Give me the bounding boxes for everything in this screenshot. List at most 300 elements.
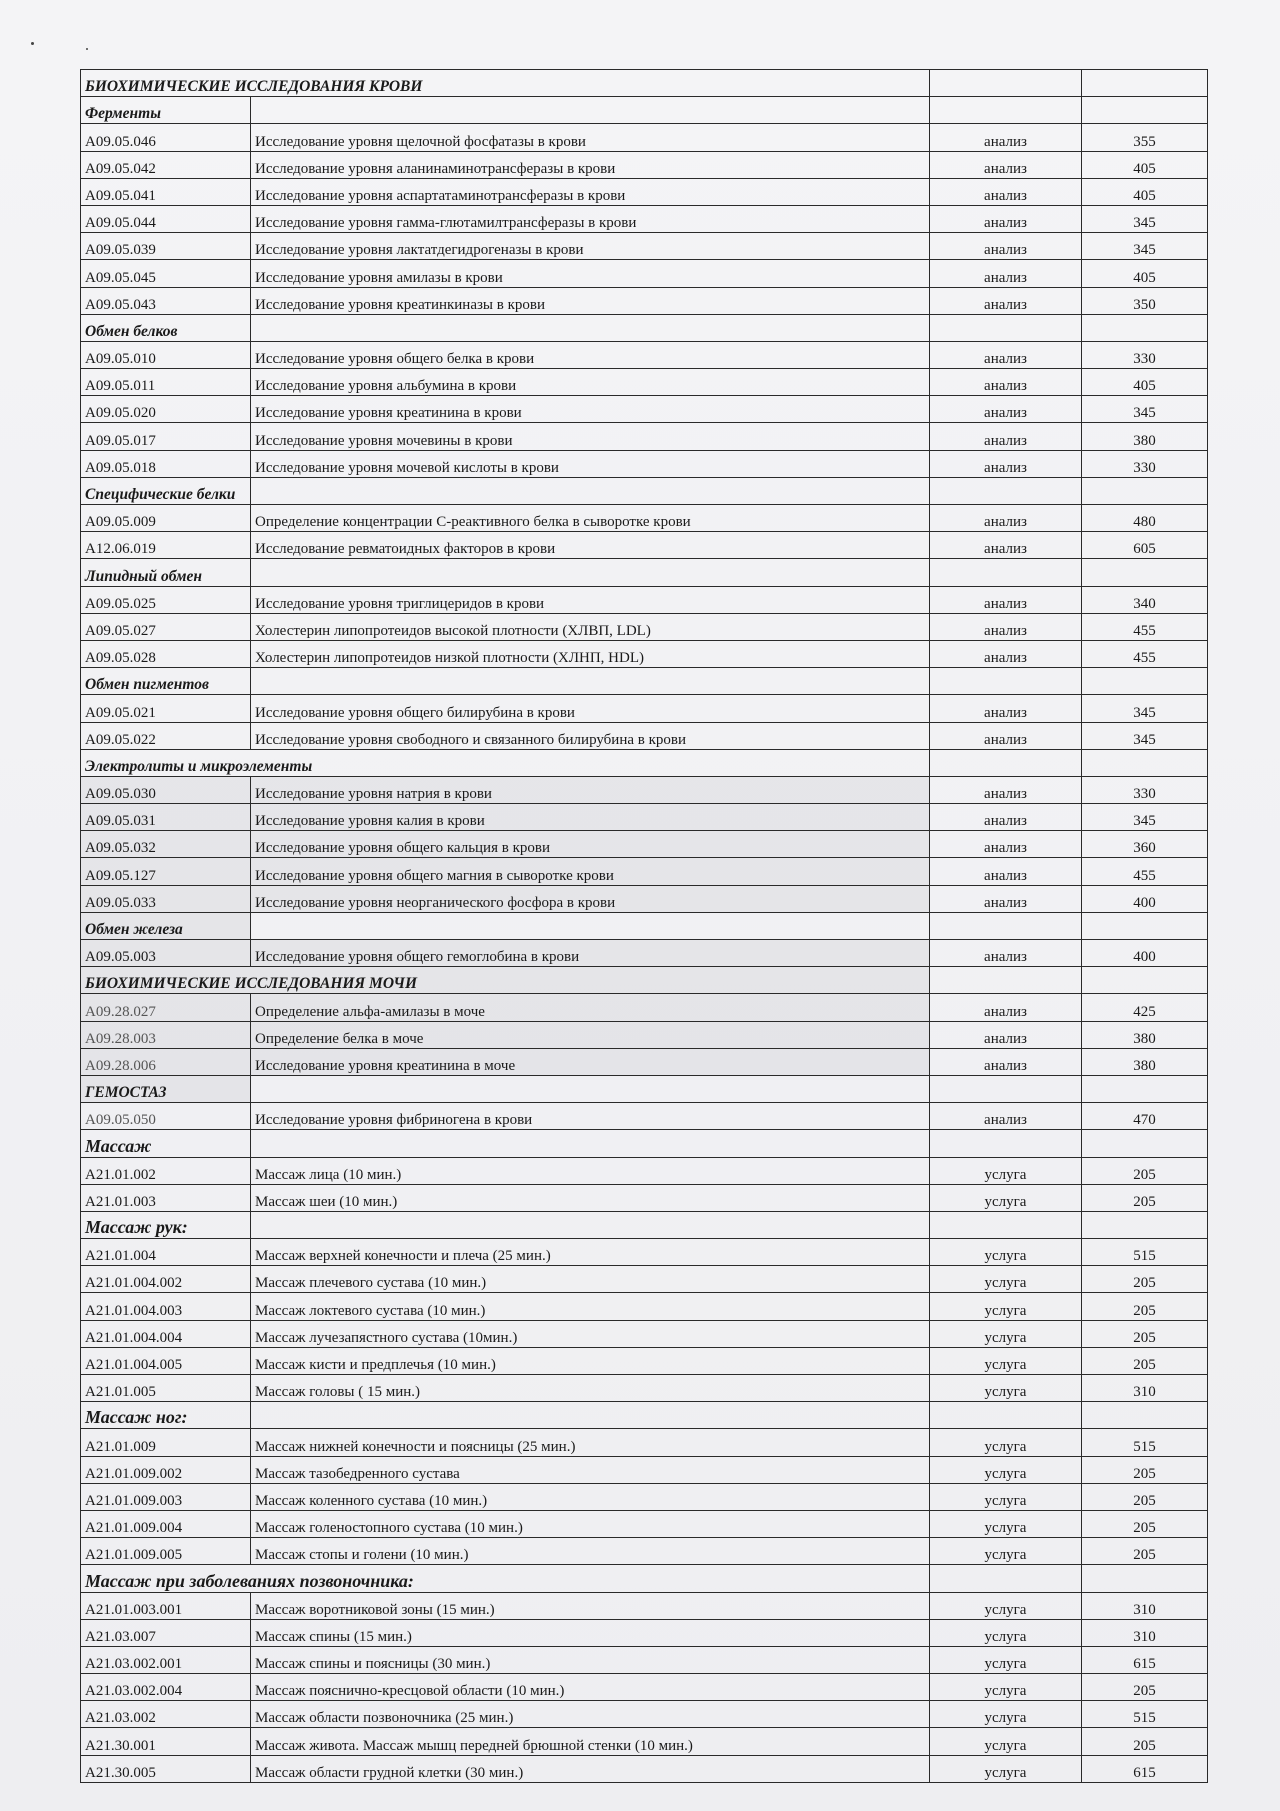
service-row xyxy=(81,1239,1208,1266)
service-row xyxy=(81,1048,1208,1075)
service-code: A21.01.009.003 xyxy=(81,1483,251,1510)
service-price: 350 xyxy=(1082,287,1208,314)
empty-cell xyxy=(1082,967,1208,994)
service-price: 405 xyxy=(1082,369,1208,396)
service-price: 310 xyxy=(1082,1375,1208,1402)
service-price: 515 xyxy=(1082,1429,1208,1456)
service-unit: анализ xyxy=(930,532,1082,559)
service-price: 400 xyxy=(1082,885,1208,912)
service-price: 345 xyxy=(1082,722,1208,749)
service-name: Массаж пояснично-кресцовой области (10 мин.) xyxy=(251,1674,930,1701)
service-unit: анализ xyxy=(930,1048,1082,1075)
service-unit: анализ xyxy=(930,341,1082,368)
service-code: A09.05.039 xyxy=(81,233,251,260)
service-price: 205 xyxy=(1082,1184,1208,1211)
service-code: A21.03.007 xyxy=(81,1619,251,1646)
service-price: 380 xyxy=(1082,1048,1208,1075)
service-name: Определение белка в моче xyxy=(251,1021,930,1048)
service-name: Массаж тазобедренного сустава xyxy=(251,1456,930,1483)
empty-cell xyxy=(930,668,1082,695)
service-price: 455 xyxy=(1082,640,1208,667)
empty-cell xyxy=(251,1130,930,1157)
service-code: A09.05.021 xyxy=(81,695,251,722)
empty-cell xyxy=(930,1565,1082,1592)
service-price: 345 xyxy=(1082,396,1208,423)
group-title: Обмен железа xyxy=(81,912,251,939)
service-row xyxy=(81,586,1208,613)
empty-cell xyxy=(1082,1565,1208,1592)
service-unit: услуга xyxy=(930,1674,1082,1701)
service-price: 205 xyxy=(1082,1347,1208,1374)
service-code: A09.28.006 xyxy=(81,1048,251,1075)
service-price: 470 xyxy=(1082,1103,1208,1130)
service-row xyxy=(81,1456,1208,1483)
service-unit: анализ xyxy=(930,1021,1082,1048)
empty-cell xyxy=(1082,912,1208,939)
service-row xyxy=(81,1510,1208,1537)
empty-cell xyxy=(1082,1211,1208,1238)
service-name: Исследование уровня калия в крови xyxy=(251,804,930,831)
service-name: Исследование уровня аспартатаминотрансферазы в крови xyxy=(251,178,930,205)
service-row xyxy=(81,423,1208,450)
service-unit: услуга xyxy=(930,1347,1082,1374)
service-unit: услуга xyxy=(930,1157,1082,1184)
service-name: Массаж области грудной клетки (30 мин.) xyxy=(251,1755,930,1782)
service-unit: анализ xyxy=(930,178,1082,205)
service-code: A09.05.003 xyxy=(81,940,251,967)
service-row xyxy=(81,1375,1208,1402)
service-code: A21.03.002 xyxy=(81,1701,251,1728)
service-name: Определение альфа-амилазы в моче xyxy=(251,994,930,1021)
empty-cell xyxy=(251,1075,930,1102)
scan-speck xyxy=(31,42,34,45)
service-price: 380 xyxy=(1082,423,1208,450)
section-header-row xyxy=(81,749,1208,776)
service-name: Исследование уровня лактатдегидрогеназы в крови xyxy=(251,233,930,260)
section-header-row xyxy=(81,1565,1208,1592)
service-name: Массаж лучезапястного сустава (10мин.) xyxy=(251,1320,930,1347)
service-row xyxy=(81,1538,1208,1565)
service-code: A09.05.031 xyxy=(81,804,251,831)
empty-cell xyxy=(1082,1075,1208,1102)
group-header-row xyxy=(81,314,1208,341)
empty-cell xyxy=(1082,70,1208,97)
service-price: 425 xyxy=(1082,994,1208,1021)
service-unit: анализ xyxy=(930,423,1082,450)
empty-cell xyxy=(930,97,1082,124)
group-title: Массаж xyxy=(81,1130,251,1157)
service-name: Массаж шеи (10 мин.) xyxy=(251,1184,930,1211)
service-row xyxy=(81,341,1208,368)
service-code: A21.30.005 xyxy=(81,1755,251,1782)
service-code: A09.05.027 xyxy=(81,613,251,640)
empty-cell xyxy=(1082,477,1208,504)
service-price: 205 xyxy=(1082,1538,1208,1565)
service-unit: услуга xyxy=(930,1429,1082,1456)
empty-cell xyxy=(251,668,930,695)
service-row xyxy=(81,124,1208,151)
service-price: 400 xyxy=(1082,940,1208,967)
service-code: A21.01.002 xyxy=(81,1157,251,1184)
service-code: A21.01.004 xyxy=(81,1239,251,1266)
service-unit: услуга xyxy=(930,1510,1082,1537)
service-price: 515 xyxy=(1082,1239,1208,1266)
service-code: A12.06.019 xyxy=(81,532,251,559)
service-price: 615 xyxy=(1082,1646,1208,1673)
section-title: Массаж при заболеваниях позвоночника: xyxy=(81,1565,930,1592)
service-code: A09.05.025 xyxy=(81,586,251,613)
group-header-row xyxy=(81,668,1208,695)
service-price: 345 xyxy=(1082,804,1208,831)
service-row xyxy=(81,1021,1208,1048)
service-unit: услуга xyxy=(930,1701,1082,1728)
service-row xyxy=(81,260,1208,287)
service-price: 205 xyxy=(1082,1483,1208,1510)
service-name: Массаж головы ( 15 мин.) xyxy=(251,1375,930,1402)
service-code: A09.05.042 xyxy=(81,151,251,178)
group-title: ГЕМОСТАЗ xyxy=(81,1075,251,1102)
service-code: A09.05.028 xyxy=(81,640,251,667)
service-name: Исследование уровня общего белка в крови xyxy=(251,341,930,368)
service-row xyxy=(81,1701,1208,1728)
service-row xyxy=(81,1755,1208,1782)
service-row xyxy=(81,940,1208,967)
group-title: Обмен белков xyxy=(81,314,251,341)
empty-cell xyxy=(251,477,930,504)
empty-cell xyxy=(930,314,1082,341)
service-unit: анализ xyxy=(930,151,1082,178)
empty-cell xyxy=(1082,668,1208,695)
service-name: Исследование уровня неорганического фосфора в крови xyxy=(251,885,930,912)
empty-cell xyxy=(930,912,1082,939)
service-price: 615 xyxy=(1082,1755,1208,1782)
service-price: 340 xyxy=(1082,586,1208,613)
service-unit: анализ xyxy=(930,505,1082,532)
service-row xyxy=(81,1293,1208,1320)
service-price: 405 xyxy=(1082,260,1208,287)
price-list-table xyxy=(80,69,1208,1783)
service-code: A09.05.032 xyxy=(81,831,251,858)
service-name: Исследование уровня общего кальция в крови xyxy=(251,831,930,858)
service-price: 205 xyxy=(1082,1674,1208,1701)
empty-cell xyxy=(930,1402,1082,1429)
service-unit: анализ xyxy=(930,287,1082,314)
service-name: Массаж стопы и голени (10 мин.) xyxy=(251,1538,930,1565)
empty-cell xyxy=(251,1211,930,1238)
service-row xyxy=(81,1347,1208,1374)
service-row xyxy=(81,1619,1208,1646)
service-row xyxy=(81,1103,1208,1130)
empty-cell xyxy=(1082,559,1208,586)
service-unit: услуга xyxy=(930,1755,1082,1782)
service-code: A09.05.017 xyxy=(81,423,251,450)
service-unit: анализ xyxy=(930,233,1082,260)
service-code: A09.05.050 xyxy=(81,1103,251,1130)
service-unit: услуга xyxy=(930,1320,1082,1347)
service-name: Массаж плечевого сустава (10 мин.) xyxy=(251,1266,930,1293)
service-code: A21.01.009.004 xyxy=(81,1510,251,1537)
service-name: Массаж спины и поясницы (30 мин.) xyxy=(251,1646,930,1673)
service-code: A09.28.003 xyxy=(81,1021,251,1048)
service-row xyxy=(81,640,1208,667)
service-row xyxy=(81,151,1208,178)
section-title: БИОХИМИЧЕСКИЕ ИССЛЕДОВАНИЯ КРОВИ xyxy=(81,70,930,97)
service-row xyxy=(81,532,1208,559)
service-row xyxy=(81,450,1208,477)
service-price: 205 xyxy=(1082,1456,1208,1483)
service-name: Исследование уровня аланинаминотрансферазы в крови xyxy=(251,151,930,178)
service-name: Массаж кисти и предплечья (10 мин.) xyxy=(251,1347,930,1374)
service-unit: анализ xyxy=(930,369,1082,396)
service-code: A09.28.027 xyxy=(81,994,251,1021)
service-price: 330 xyxy=(1082,450,1208,477)
service-code: A09.05.020 xyxy=(81,396,251,423)
service-unit: услуга xyxy=(930,1538,1082,1565)
section-header-row xyxy=(81,967,1208,994)
service-unit: услуга xyxy=(930,1483,1082,1510)
service-unit: анализ xyxy=(930,885,1082,912)
empty-cell xyxy=(251,1402,930,1429)
service-name: Исследование уровня креатинина в крови xyxy=(251,396,930,423)
empty-cell xyxy=(1082,314,1208,341)
service-name: Исследование уровня альбумина в крови xyxy=(251,369,930,396)
service-price: 205 xyxy=(1082,1728,1208,1755)
service-name: Массаж области позвоночника (25 мин.) xyxy=(251,1701,930,1728)
section-header-row xyxy=(81,70,1208,97)
empty-cell xyxy=(251,912,930,939)
service-row xyxy=(81,1592,1208,1619)
service-name: Исследование уровня креатинина в моче xyxy=(251,1048,930,1075)
service-code: A09.05.009 xyxy=(81,505,251,532)
group-header-row xyxy=(81,559,1208,586)
service-unit: анализ xyxy=(930,804,1082,831)
service-name: Исследование уровня амилазы в крови xyxy=(251,260,930,287)
service-row xyxy=(81,776,1208,803)
service-price: 405 xyxy=(1082,178,1208,205)
service-code: A21.01.004.004 xyxy=(81,1320,251,1347)
empty-cell xyxy=(930,70,1082,97)
service-price: 345 xyxy=(1082,233,1208,260)
service-name: Исследование уровня свободного и связанного билирубина в крови xyxy=(251,722,930,749)
service-price: 515 xyxy=(1082,1701,1208,1728)
service-price: 345 xyxy=(1082,695,1208,722)
service-price: 330 xyxy=(1082,341,1208,368)
service-unit: анализ xyxy=(930,586,1082,613)
service-name: Исследование уровня общего билирубина в крови xyxy=(251,695,930,722)
service-unit: услуга xyxy=(930,1266,1082,1293)
service-unit: анализ xyxy=(930,776,1082,803)
service-unit: услуга xyxy=(930,1592,1082,1619)
service-price: 455 xyxy=(1082,858,1208,885)
service-price: 205 xyxy=(1082,1157,1208,1184)
service-name: Массаж нижней конечности и поясницы (25 мин.) xyxy=(251,1429,930,1456)
service-code: A09.05.045 xyxy=(81,260,251,287)
service-code: A09.05.033 xyxy=(81,885,251,912)
service-code: A21.30.001 xyxy=(81,1728,251,1755)
section-title: Электролиты и микроэлементы xyxy=(81,749,930,776)
service-unit: анализ xyxy=(930,205,1082,232)
service-name: Исследование уровня натрия в крови xyxy=(251,776,930,803)
service-row xyxy=(81,505,1208,532)
empty-cell xyxy=(930,477,1082,504)
service-code: A09.05.044 xyxy=(81,205,251,232)
service-price: 355 xyxy=(1082,124,1208,151)
service-code: A21.01.004.005 xyxy=(81,1347,251,1374)
service-name: Исследование ревматоидных факторов в крови xyxy=(251,532,930,559)
service-unit: анализ xyxy=(930,640,1082,667)
group-title: Специфические белки xyxy=(81,477,251,504)
service-unit: анализ xyxy=(930,722,1082,749)
service-name: Массаж верхней конечности и плеча (25 мин.) xyxy=(251,1239,930,1266)
service-unit: анализ xyxy=(930,124,1082,151)
group-title: Массаж рук: xyxy=(81,1211,251,1238)
service-unit: услуга xyxy=(930,1293,1082,1320)
service-row xyxy=(81,178,1208,205)
group-title: Ферменты xyxy=(81,97,251,124)
empty-cell xyxy=(1082,1402,1208,1429)
service-name: Массаж лица (10 мин.) xyxy=(251,1157,930,1184)
service-unit: анализ xyxy=(930,1103,1082,1130)
group-header-row xyxy=(81,97,1208,124)
group-header-row xyxy=(81,912,1208,939)
service-price: 205 xyxy=(1082,1320,1208,1347)
group-header-row xyxy=(81,477,1208,504)
group-header-row xyxy=(81,1130,1208,1157)
service-code: A09.05.127 xyxy=(81,858,251,885)
empty-cell xyxy=(930,1075,1082,1102)
group-header-row xyxy=(81,1402,1208,1429)
service-name: Исследование уровня фибриногена в крови xyxy=(251,1103,930,1130)
service-row xyxy=(81,396,1208,423)
service-row xyxy=(81,885,1208,912)
service-row xyxy=(81,1646,1208,1673)
service-code: A21.03.002.004 xyxy=(81,1674,251,1701)
service-row xyxy=(81,287,1208,314)
service-unit: услуга xyxy=(930,1728,1082,1755)
service-unit: анализ xyxy=(930,613,1082,640)
service-price: 310 xyxy=(1082,1619,1208,1646)
service-price: 455 xyxy=(1082,613,1208,640)
service-name: Исследование уровня мочевой кислоты в крови xyxy=(251,450,930,477)
service-price: 480 xyxy=(1082,505,1208,532)
service-name: Массаж воротниковой зоны (15 мин.) xyxy=(251,1592,930,1619)
service-code: A09.05.011 xyxy=(81,369,251,396)
empty-cell xyxy=(930,559,1082,586)
service-row xyxy=(81,858,1208,885)
service-row xyxy=(81,1184,1208,1211)
service-name: Массаж спины (15 мин.) xyxy=(251,1619,930,1646)
service-row xyxy=(81,804,1208,831)
service-unit: услуга xyxy=(930,1184,1082,1211)
service-unit: услуга xyxy=(930,1239,1082,1266)
empty-cell xyxy=(930,749,1082,776)
service-price: 345 xyxy=(1082,205,1208,232)
service-code: A21.03.002.001 xyxy=(81,1646,251,1673)
empty-cell xyxy=(930,967,1082,994)
service-code: A09.05.010 xyxy=(81,341,251,368)
service-row xyxy=(81,1157,1208,1184)
group-title: Обмен пигментов xyxy=(81,668,251,695)
group-header-row xyxy=(81,1211,1208,1238)
service-price: 205 xyxy=(1082,1293,1208,1320)
service-price: 205 xyxy=(1082,1266,1208,1293)
service-row xyxy=(81,1728,1208,1755)
service-unit: услуга xyxy=(930,1456,1082,1483)
service-row xyxy=(81,205,1208,232)
service-price: 205 xyxy=(1082,1510,1208,1537)
service-code: A09.05.046 xyxy=(81,124,251,151)
empty-cell xyxy=(1082,97,1208,124)
service-unit: услуга xyxy=(930,1646,1082,1673)
service-name: Массаж коленного сустава (10 мин.) xyxy=(251,1483,930,1510)
empty-cell xyxy=(251,314,930,341)
service-unit: анализ xyxy=(930,940,1082,967)
service-row xyxy=(81,722,1208,749)
service-unit: анализ xyxy=(930,858,1082,885)
service-unit: анализ xyxy=(930,260,1082,287)
service-unit: услуга xyxy=(930,1619,1082,1646)
service-name: Исследование уровня общего магния в сыворотке крови xyxy=(251,858,930,885)
service-code: A21.01.009 xyxy=(81,1429,251,1456)
service-row xyxy=(81,369,1208,396)
service-code: A21.01.005 xyxy=(81,1375,251,1402)
service-code: A21.01.004.002 xyxy=(81,1266,251,1293)
service-row xyxy=(81,695,1208,722)
service-name: Определение концентрации С-реактивного белка в сыворотке крови xyxy=(251,505,930,532)
service-code: A09.05.022 xyxy=(81,722,251,749)
service-row xyxy=(81,1674,1208,1701)
group-title: Массаж ног: xyxy=(81,1402,251,1429)
service-name: Исследование уровня гамма-глютамилтрансферазы в крови xyxy=(251,205,930,232)
service-row xyxy=(81,1320,1208,1347)
empty-cell xyxy=(251,97,930,124)
service-row xyxy=(81,1429,1208,1456)
service-row xyxy=(81,1483,1208,1510)
service-row xyxy=(81,1266,1208,1293)
service-name: Исследование уровня общего гемоглобина в крови xyxy=(251,940,930,967)
service-unit: анализ xyxy=(930,994,1082,1021)
service-name: Холестерин липопротеидов низкой плотности (ХЛНП, HDL) xyxy=(251,640,930,667)
service-price: 380 xyxy=(1082,1021,1208,1048)
service-row xyxy=(81,233,1208,260)
service-code: A09.05.043 xyxy=(81,287,251,314)
service-unit: анализ xyxy=(930,450,1082,477)
service-code: A09.05.030 xyxy=(81,776,251,803)
service-name: Исследование уровня мочевины в крови xyxy=(251,423,930,450)
group-header-row xyxy=(81,1075,1208,1102)
service-name: Исследование уровня триглицеридов в крови xyxy=(251,586,930,613)
group-title: Липидный обмен xyxy=(81,559,251,586)
service-name: Массаж живота. Массаж мышц передней брюшной стенки (10 мин.) xyxy=(251,1728,930,1755)
service-name: Массаж голеностопного сустава (10 мин.) xyxy=(251,1510,930,1537)
service-price: 330 xyxy=(1082,776,1208,803)
service-unit: анализ xyxy=(930,396,1082,423)
service-unit: анализ xyxy=(930,831,1082,858)
service-row xyxy=(81,994,1208,1021)
service-code: A09.05.018 xyxy=(81,450,251,477)
service-name: Массаж локтевого сустава (10 мин.) xyxy=(251,1293,930,1320)
service-price: 405 xyxy=(1082,151,1208,178)
service-row xyxy=(81,613,1208,640)
service-code: A21.01.003 xyxy=(81,1184,251,1211)
empty-cell xyxy=(930,1211,1082,1238)
empty-cell xyxy=(1082,1130,1208,1157)
service-price: 360 xyxy=(1082,831,1208,858)
service-code: A21.01.009.002 xyxy=(81,1456,251,1483)
service-unit: анализ xyxy=(930,695,1082,722)
empty-cell xyxy=(251,559,930,586)
service-name: Холестерин липопротеидов высокой плотности (ХЛВП, LDL) xyxy=(251,613,930,640)
